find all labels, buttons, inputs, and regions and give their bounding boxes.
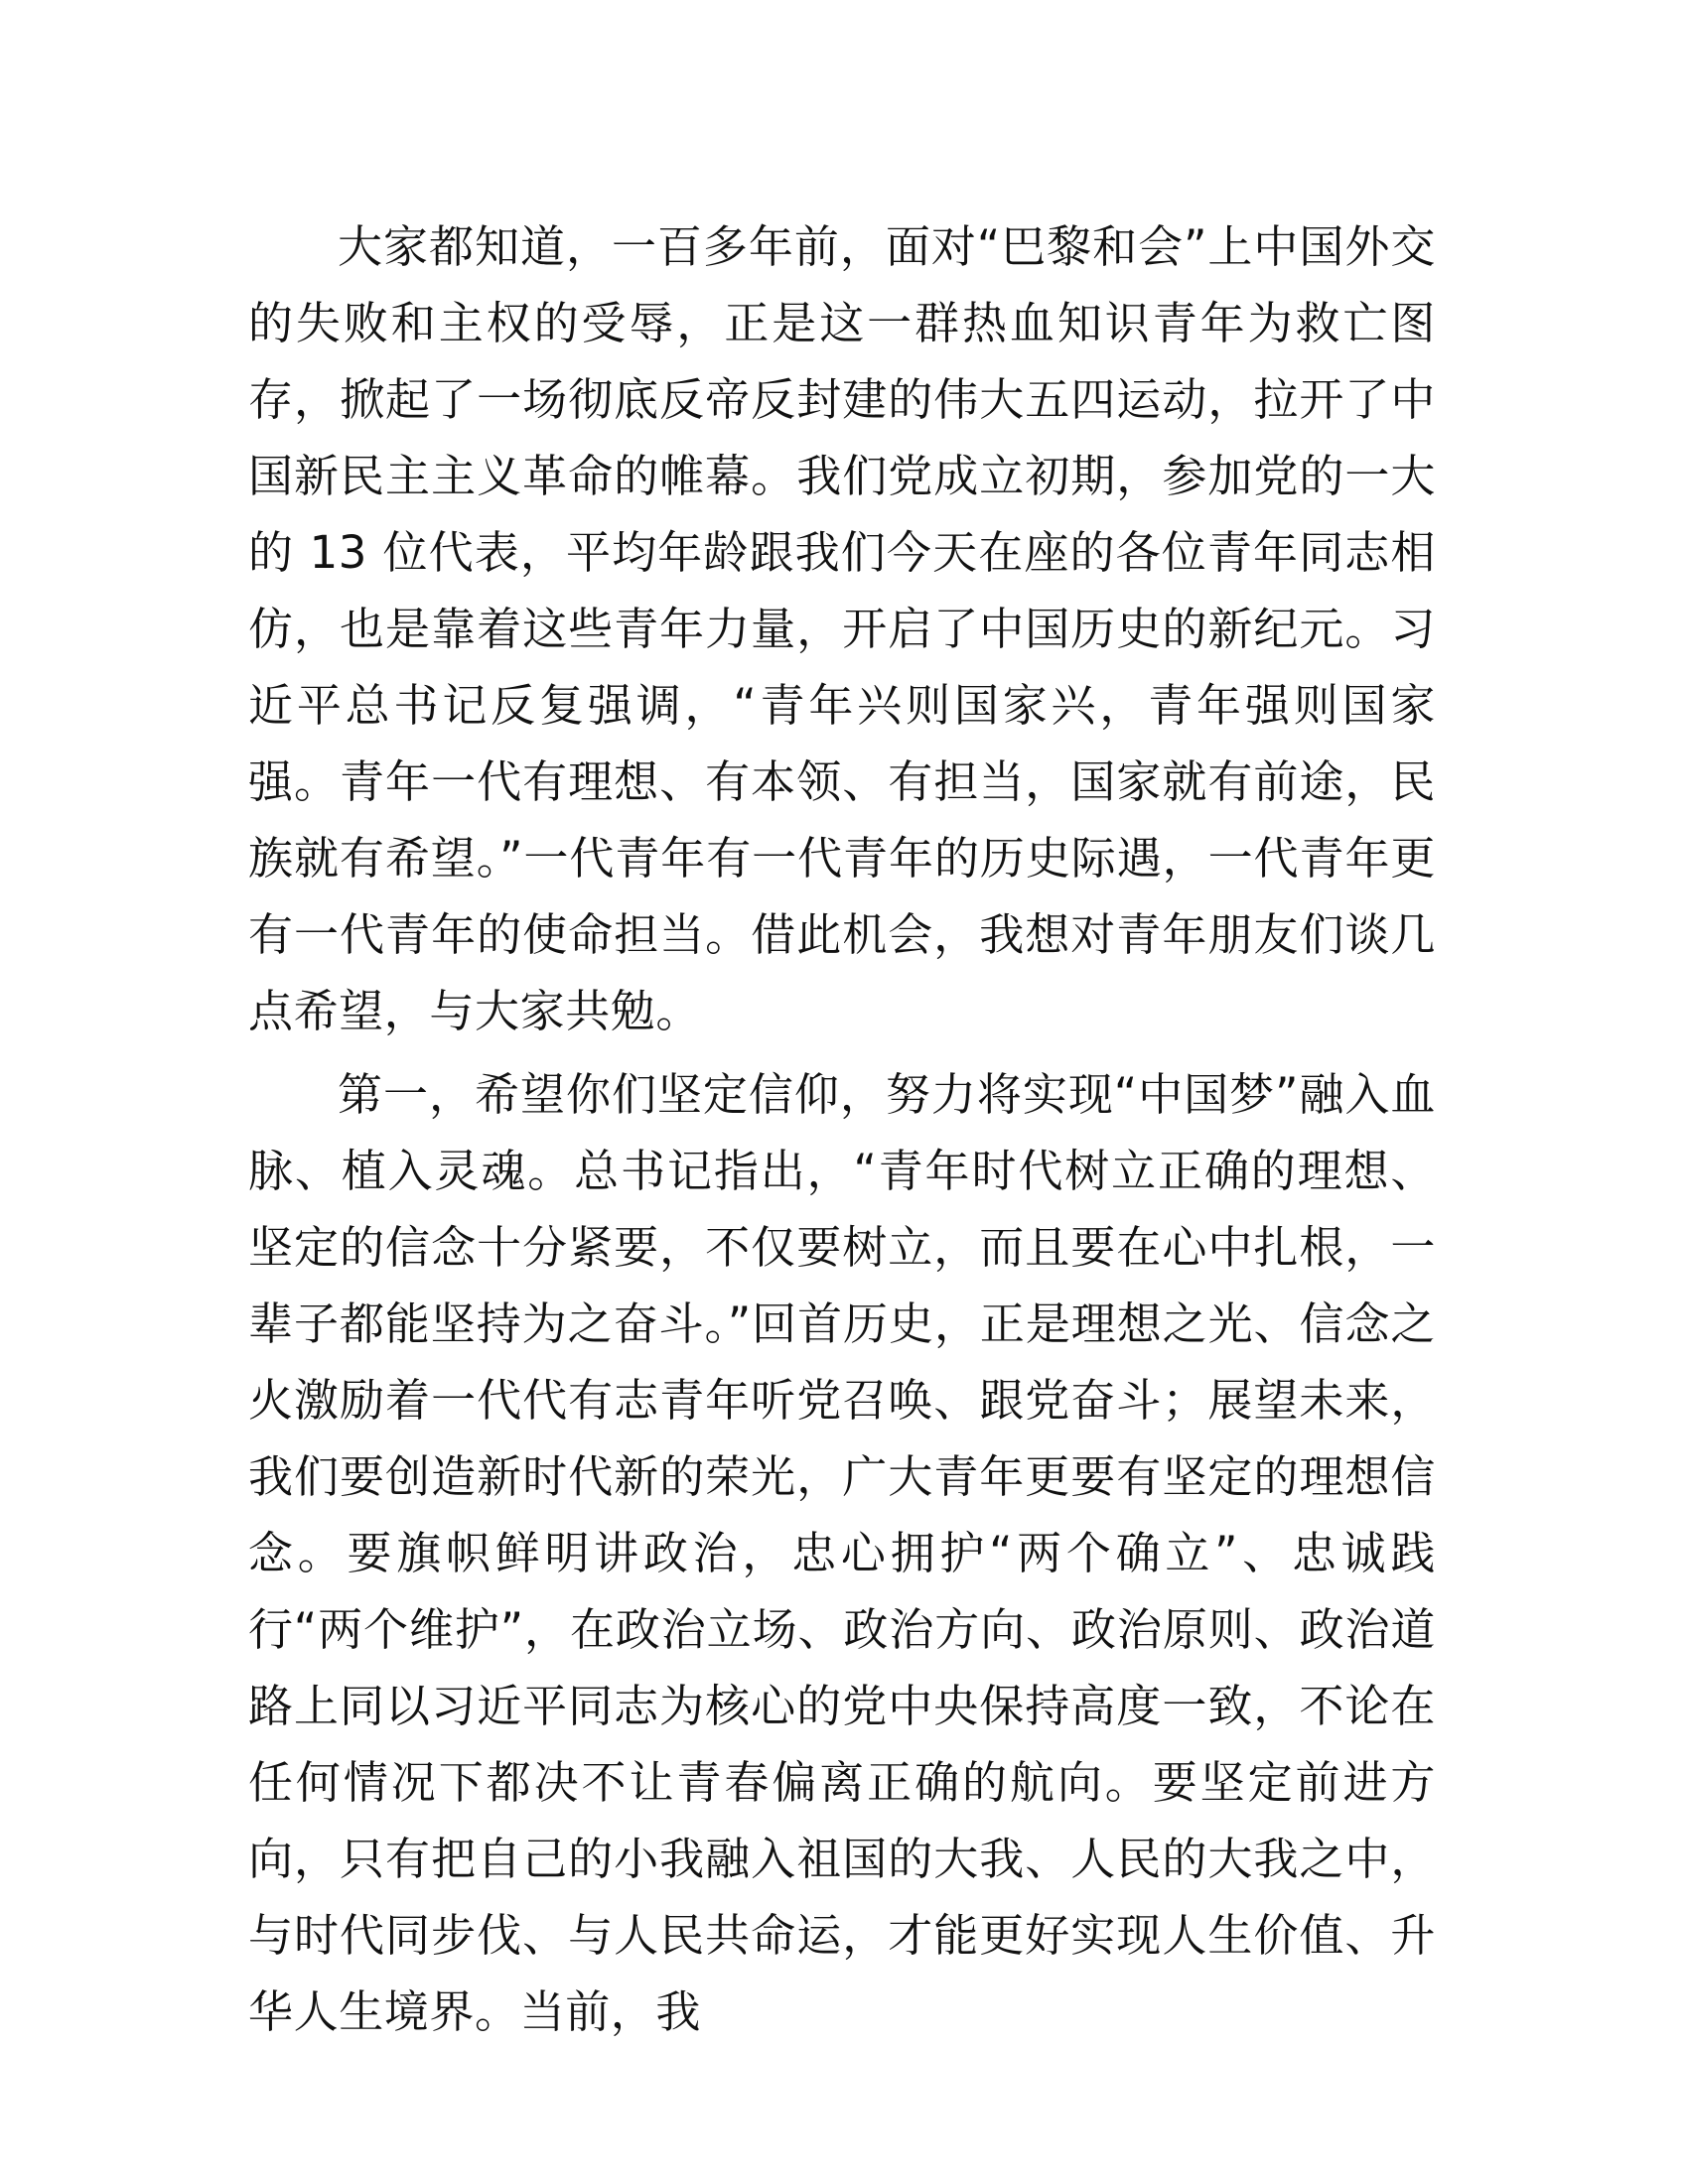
paragraph-first-point: 第一，希望你们坚定信仰，努力将实现“中国梦”融入血脉、植入灵魂。总书记指出，“青年时代树立正确的理想、坚定的信念十分紧要，不仅要树立，而且要在心中扎根，一辈子都能坚持为之奋斗。”回首历史，正是理想之光、信念之火激励着一代代有志青年听党召唤、跟党奋斗；展望未来，我们要创造新时代新的荣光，广大青年更要有坚定的理想信念。要旗帜鲜明讲政治，忠心拥护“两个确立”、忠诚践行“两个维护”，在政治立场、政治方向、政治原则、政治道路上同以习近平同志为核心的党中央保持高度一致，不论在任何情况下都决不让青春偏离正确的航向。要坚定前进方向，只有把自己的小我融入祖国的大我、人民的大我之中，与时代同步伐、与人民共命运，才能更好实现人生价值、升华人生境界。当前，我 xyxy=(248,1068,1436,2038)
document-body xyxy=(248,208,1436,2050)
paragraph-intro: 大家都知道，一百多年前，面对“巴黎和会”上中国外交的失败和主权的受辱，正是这一群热血知识青年为救亡图存，掀起了一场彻底反帝反封建的伟大五四运动，拉开了中国新民主主义革命的帷幕。我们党成立初期，参加党的一大的 13 位代表，平均年龄跟我们今天在座的各位青年同志相仿，也是靠着这些青年力量，开启了中国历史的新纪元。习近平总书记反复强调，“青年兴则国家兴，青年强则国家强。青年一代有理想、有本领、有担当，国家就有前途，民族就有希望。”一代青年有一代青年的历史际遇，一代青年更有一代青年的使命担当。借此机会，我想对青年朋友们谈几点希望，与大家共勉。 xyxy=(248,220,1436,1037)
